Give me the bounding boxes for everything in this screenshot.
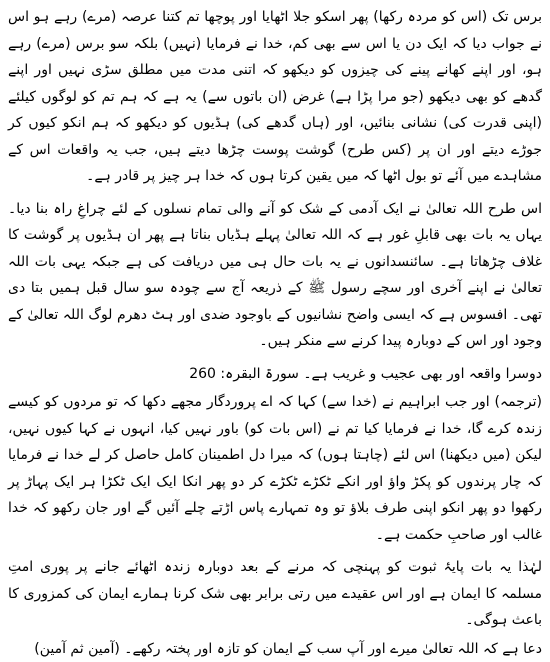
paragraph-reflection: اس طرح اللہ تعالیٰ نے ایک آدمی کے شک کو آنے والی تمام نسلوں کے لئے چراغِ راہ بنا دیا۔ یہاں یہ بات بھی قابلِ غور ہے کہ اللہ تعالیٰ پہلے ہڈیاں بناتا ہے پھر ان ہڈیوں پر گوشت کا غلاف چڑھاتا ہے۔ سائنسدانوں نے یہ بات حال ہی میں دریافت کی ہے جبکہ یہی بات اللہ تعالیٰ نے اپنے آخری اور سچے رسول ﷺ کے ذریعہ آج سے چودہ سو سال قبل ہمیں بتا دی تھی۔ افسوس ہے کہ ایسی واضح نشانیوں کے باوجود ضدی اور ہٹ دھرم لوگ اللہ تعالیٰ کے وجود اور اس کے دوبارہ پیدا کرنے سے منکر ہیں۔ xyxy=(8,196,542,355)
paragraph-translation: (ترجمہ) اور جب ابراہیم نے (خدا سے) کہا کہ اے پروردگار مجھے دکھا کہ تو مردوں کو کیسے زندہ کرے گا، خدا نے فرمایا کیا تم نے (اس بات کو) باور نہیں کیا، انہوں نے کہا کیوں نہیں، لیکن (میں دیکھنا) اس لئے (چاہتا ہوں) کہ میرا دل اطمینان کامل حاصل کر لے خدا نے فرمایا کہ چار پرندوں کو پکڑ واؤ اور انکے ٹکڑے ٹکڑے کر دو پھر انکا ایک ایک ٹکڑا ہر ایک پہاڑ پر رکھوا دو پھر انکو اپنی طرف بلاؤ تو وہ تمہارے پاس اڑتے چلے آئیں گے اور جان رکھو کہ خدا غالب اور صاحبِ حکمت ہے۔ xyxy=(8,389,542,548)
paragraph-second-event-heading: دوسرا واقعہ اور بھی عجیب و غریب ہے۔ سورۃ البقرہ: 260 xyxy=(8,361,542,388)
paragraph-story-continuation: برس تک (اس کو مردہ رکھا) پھر اسکو جلا اٹھایا اور پوچھا تم کتنا عرصہ (مرے) رہے ہو اس نے جواب دیا کہ ایک دن یا اس سے بھی کم، خدا نے فرمایا (نہیں) بلکہ سو برس (مرے) رہے ہو، اور اپنے کھانے پینے کی چیزوں کو دیکھو کہ اتنی مدت میں مطلق سڑی نہیں اور اپنے گدھے کو بھی دیکھو (جو مرا پڑا ہے) غرض (ان باتوں سے) یہ ہے کہ ہم تم کو لوگوں کیلئے (اپنی قدرت کی) نشانی بنائیں، اور (ہاں گدھے کی) ہڈیوں کو دیکھو کہ ہم انکو کیوں کر جوڑے دیتے اور ان پر (کس طرح) گوشت پوست چڑھا دیتے ہیں، جب یہ واقعات اس کے مشاہدے میں آئے تو بول اٹھا کہ میں یقین کرتا ہوں کہ خدا ہر چیز پر قادر ہے۔ xyxy=(8,4,542,190)
closing-prayer: دعا ہے کہ اللہ تعالیٰ میرے اور آپ سب کے ایمان کو تازہ اور پختہ رکھے۔ (آمین ثم آمین) xyxy=(8,636,542,662)
paragraph-conclusion: لہٰذا یہ بات پایۂ ثبوت کو پہنچی کہ مرنے کے بعد دوبارہ زندہ اٹھائے جانے پر پوری امتِ مسلمہ کا ایمان ہے اور اس عقیدے میں رتی برابر بھی شک کرنا ہمارے ایمان کی کمزوری کا باعث ہوگی۔ xyxy=(8,554,542,634)
